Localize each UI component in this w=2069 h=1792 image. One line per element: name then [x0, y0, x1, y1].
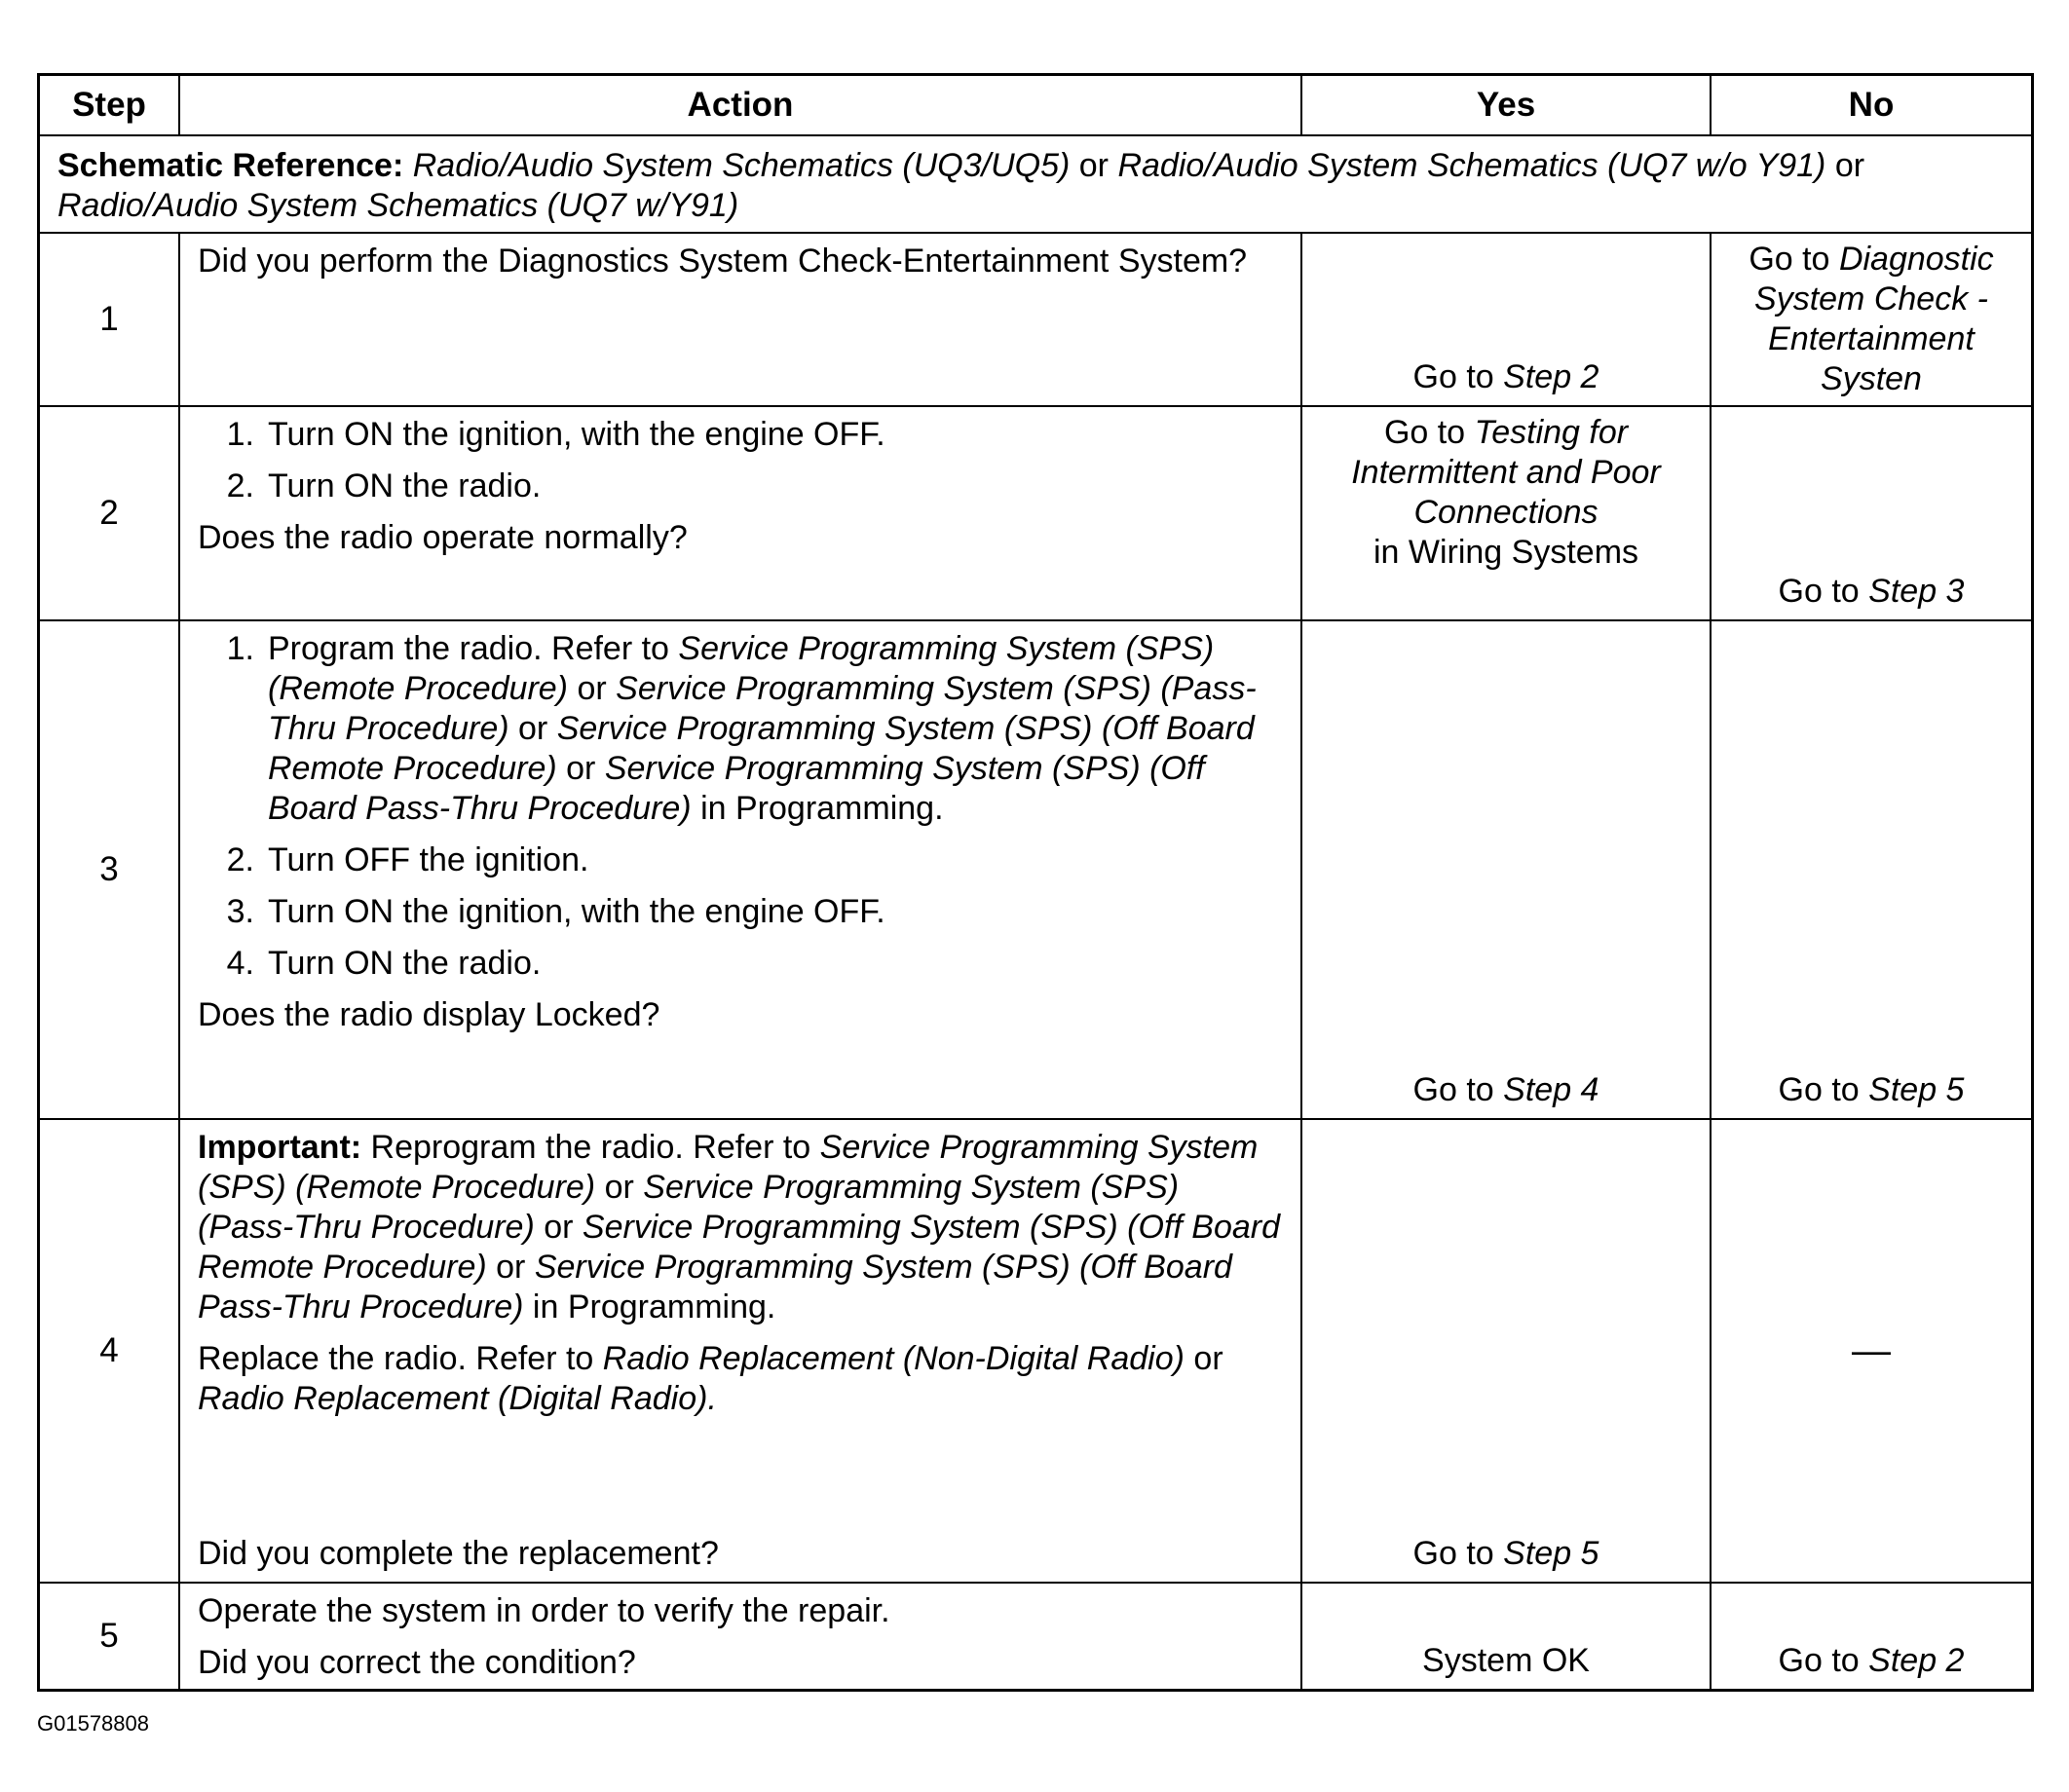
schematic-reference-row [40, 136, 2031, 234]
no-cell [1712, 1584, 2031, 1689]
no-link[interactable] [1719, 240, 2023, 399]
yes-cell [1302, 407, 1712, 619]
schematic-ref-1[interactable]: Radio/Audio System Schematics (UQ3/UQ5) [412, 147, 1071, 184]
question: Did you perform the Diagnostics System Check-Entertainment System? [198, 243, 1248, 280]
list-item: 1. Turn ON the ignition, with the engine OFF. [226, 416, 885, 453]
question: Did you correct the condition? [198, 1644, 636, 1681]
action-list [198, 629, 1283, 984]
yes-suffix: in Wiring Systems [1373, 534, 1639, 571]
no-ref[interactable]: Step 2 [1868, 1642, 1965, 1679]
no-ref[interactable]: Diagnostic System Check - Entertainment Systen [1754, 241, 1994, 397]
no-prefix: Go to [1749, 241, 1830, 278]
yes-prefix: Go to [1383, 414, 1466, 451]
question: Does the radio display Locked? [198, 996, 660, 1033]
table-row [40, 234, 2031, 407]
no-cell [1712, 407, 2031, 619]
yes-ref[interactable]: Testing for Intermittent and Poor Connections [1351, 414, 1661, 531]
figure-id: G01578808 [37, 1711, 149, 1736]
action-cell [180, 1120, 1302, 1582]
header-no: No [1848, 86, 1895, 124]
yes-link[interactable] [1310, 357, 1702, 397]
question: Does the radio operate normally? [198, 519, 688, 556]
yes-ref[interactable]: Step 2 [1503, 358, 1599, 395]
yes-prefix: Go to [1412, 1071, 1494, 1108]
yes-link[interactable] [1310, 1534, 1702, 1574]
schematic-label: Schematic Reference: [57, 147, 404, 184]
reference-link[interactable]: Service Programming System (SPS) (Off Board Pass-Thru Procedure) [268, 750, 1205, 827]
action-cell [180, 234, 1302, 405]
yes-link[interactable] [1310, 413, 1702, 573]
table-row [40, 407, 2031, 621]
table-row [40, 621, 2031, 1120]
schematic-or-1: or [1078, 147, 1109, 184]
reference-link[interactable]: Service Programming System (SPS) (Off Board Remote Procedure) [268, 710, 1255, 787]
action-text: Operate the system in order to verify the repair. [198, 1592, 890, 1629]
no-ref[interactable]: Step 5 [1868, 1071, 1965, 1108]
no-cell [1712, 1120, 2031, 1582]
no-prefix: Go to [1778, 1642, 1860, 1679]
important-note: Important: Reprogram the radio. Refer to Service Programming System (SPS) (Remote Procedure) or Service Programming System (SPS) (Pass-Thru Procedure) or Service Programming System (SPS) (Off Board Remote Procedure) or Service Programming System (SPS) (Off Board Pass-Thru Procedure) in Programming. [198, 1129, 1281, 1325]
no-cell [1712, 621, 2031, 1118]
list-item: 4. Turn ON the radio. [226, 945, 542, 982]
reference-link[interactable]: Service Programming System (SPS) (Remote Procedure) [268, 630, 1215, 707]
step-number: 4 [40, 1120, 180, 1582]
step-number: 2 [40, 407, 180, 619]
yes-text: System OK [1422, 1642, 1590, 1679]
action-cell [180, 1584, 1302, 1689]
table-row [40, 1120, 2031, 1584]
table-row [40, 1584, 2031, 1689]
reference-link[interactable]: Service Programming System (SPS) (Pass-Thru Procedure) [268, 670, 1257, 747]
reference-link[interactable]: Service Programming System (SPS) (Remote Procedure) [198, 1129, 1259, 1206]
no-prefix: Go to [1778, 573, 1860, 610]
question: Did you complete the replacement? [198, 1535, 719, 1572]
schematic-or-2: or [1834, 147, 1865, 184]
yes-cell [1302, 1584, 1712, 1689]
action-cell [180, 407, 1302, 619]
no-prefix: Go to [1778, 1071, 1860, 1108]
no-ref[interactable]: Step 3 [1868, 573, 1965, 610]
replace-instruction: Replace the radio. Refer to Radio Replacement (Non-Digital Radio) or Radio Replacement (Digital Radio). [198, 1340, 1223, 1417]
yes-cell [1302, 234, 1712, 405]
header-yes: Yes [1302, 76, 1712, 134]
no-link[interactable] [1719, 572, 2023, 612]
header-step: Step [40, 76, 180, 134]
yes-link[interactable] [1310, 1070, 1702, 1110]
list-item: 2. Turn ON the radio. [226, 467, 542, 504]
no-link[interactable] [1719, 1641, 2023, 1681]
no-dash: — [1852, 1328, 1891, 1372]
yes-prefix: Go to [1412, 358, 1494, 395]
step-number: 3 [40, 621, 180, 1118]
header-action: Action [180, 76, 1302, 134]
step-number: 1 [40, 234, 180, 405]
yes-ref[interactable]: Step 5 [1503, 1535, 1599, 1572]
no-link[interactable] [1719, 1070, 2023, 1110]
step-number: 5 [40, 1584, 180, 1689]
list-item: 2. Turn OFF the ignition. [226, 841, 589, 878]
no-cell [1712, 234, 2031, 405]
diagnostic-table [37, 73, 2034, 1692]
yes-prefix: Go to [1412, 1535, 1494, 1572]
reference-link[interactable]: Radio Replacement (Non-Digital Radio) [602, 1340, 1185, 1377]
schematic-ref-3[interactable]: Radio/Audio System Schematics (UQ7 w/Y91) [57, 187, 739, 224]
yes-cell [1302, 621, 1712, 1118]
reference-link[interactable]: Service Programming System (SPS) (Off Board Remote Procedure) [198, 1209, 1281, 1286]
list-item: 1. Program the radio. Refer to Service Programming System (SPS) (Remote Procedure) or Service Programming System (SPS) (Pass-Thru Procedure) or Service Programming System (SPS) (Off Board Remote Procedure) or Service Programming System (SPS) (Off Board Pass-Thru Procedure) in Programming. [226, 630, 1257, 827]
yes-ref[interactable]: Step 4 [1503, 1071, 1599, 1108]
reference-link[interactable]: Radio Replacement (Digital Radio). [198, 1380, 717, 1417]
action-list [198, 415, 1283, 506]
list-item: 3. Turn ON the ignition, with the engine OFF. [226, 893, 885, 930]
reference-link[interactable]: Service Programming System (SPS) (Off Board Pass-Thru Procedure) [198, 1249, 1232, 1325]
schematic-ref-2[interactable]: Radio/Audio System Schematics (UQ7 w/o Y91) [1117, 147, 1826, 184]
schematic-reference [57, 146, 2013, 222]
header-row [40, 76, 2031, 136]
yes-cell [1302, 1120, 1712, 1582]
reference-link[interactable]: Service Programming System (SPS) (Pass-Thru Procedure) [198, 1169, 1180, 1246]
action-cell [180, 621, 1302, 1118]
